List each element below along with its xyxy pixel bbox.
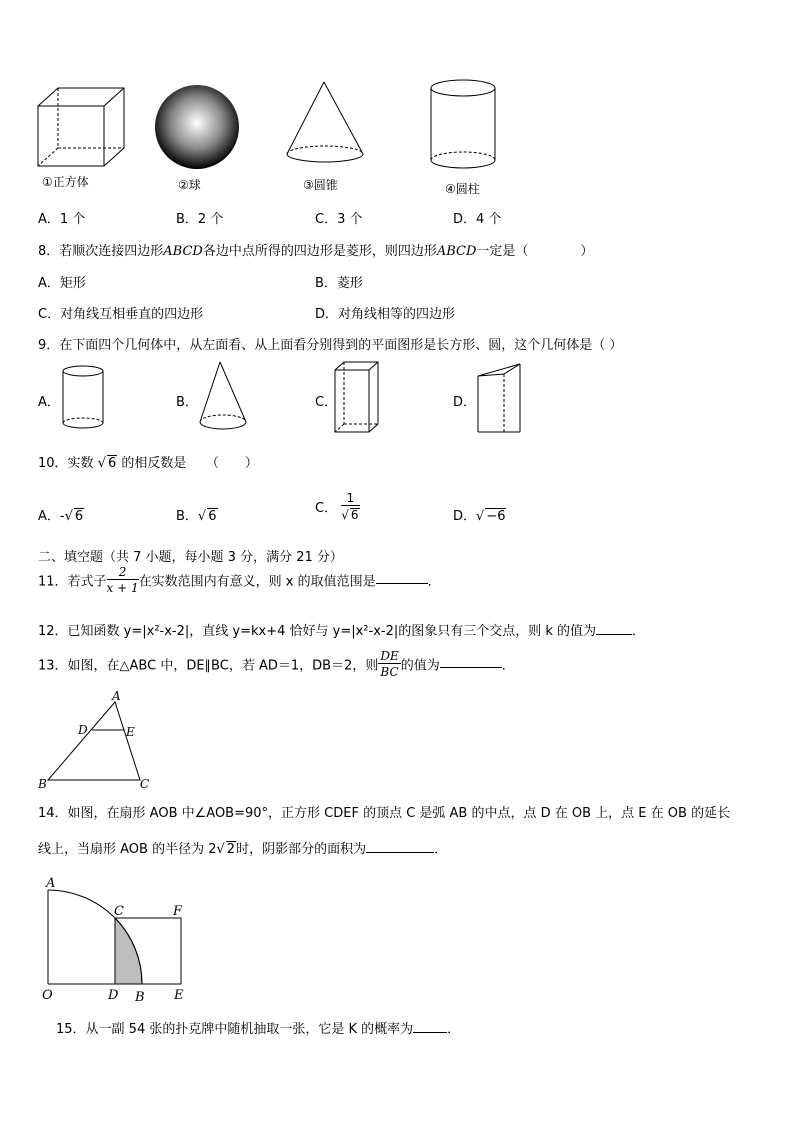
label-c: C bbox=[140, 777, 150, 791]
q10-option-d: D．√ −6 bbox=[453, 509, 506, 524]
q9-cuboid-figure bbox=[334, 360, 384, 440]
q9-option-c-label: C． bbox=[315, 395, 338, 410]
shape-label-cube: ①正方体 bbox=[42, 175, 89, 189]
shape-label-cylinder: ④圆柱 bbox=[445, 182, 480, 196]
label-e: E bbox=[174, 988, 184, 1003]
q8-stem: 8．若顺次连接四边形ABCD各边中点所得的四边形是菱形，则四边形ABCD一定是（ ） bbox=[38, 244, 594, 259]
q9-stem: 9．在下面四个几何体中，从左面看、从上面看分别得到的平面图形是长方形、圆，这个几何体是（ ） bbox=[38, 338, 623, 353]
q14-line1: 14．如图，在扇形 AOB 中∠AOB=90°，正方形 CDEF 的顶点 C 是弧 AB 的中点，点 D 在 OB 上，点 E 在 OB 的延长 bbox=[38, 806, 731, 821]
q9-option-d-label: D． bbox=[453, 395, 477, 410]
label-d: D bbox=[108, 988, 119, 1003]
q9-cylinder-figure bbox=[62, 364, 112, 434]
q12-stem: 12．已知函数 y=|x²-x-2|，直线 y=kx+4 恰好与 y=|x²-x-2|的图象只有三个交点，则 k 的值为 ． bbox=[38, 624, 646, 639]
q10-stem: 10．实数 √ 6 的相反数是 （ ） bbox=[38, 456, 258, 471]
label-f: F bbox=[173, 904, 183, 919]
label-d: D bbox=[78, 723, 88, 737]
q10-option-c: C． $\frac{1}{√ 6}$ bbox=[315, 491, 359, 522]
sphere-figure bbox=[154, 84, 244, 174]
q8-option-d: D．对角线相等的四边形 bbox=[315, 307, 456, 322]
q7-option-a: A．1 个 bbox=[38, 212, 86, 227]
cylinder-figure bbox=[430, 78, 510, 178]
q13-stem: 13．如图，在△ABC 中，DE∥BC，若 AD＝1，DB＝2，则 $\frac{DE}{BC}$ 的值为 ． bbox=[38, 649, 515, 679]
q10-option-a: A．-√ 6 bbox=[38, 509, 84, 524]
label-a: A bbox=[46, 876, 56, 891]
q7-option-c: C．3 个 bbox=[315, 212, 363, 227]
q9-prism-figure bbox=[474, 360, 530, 440]
sector-figure bbox=[38, 874, 198, 1004]
triangle-figure bbox=[36, 689, 156, 792]
q8-option-a: A．矩形 bbox=[38, 276, 86, 291]
label-e: E bbox=[126, 725, 135, 739]
shape-label-sphere: ②球 bbox=[178, 178, 201, 192]
q9-cone-figure bbox=[198, 360, 258, 440]
q8-option-b: B．菱形 bbox=[315, 276, 363, 291]
q10-option-b: B．√ 6 bbox=[176, 509, 217, 524]
q14-line2: 线上，当扇形 AOB 的半径为 2√ 2时，阴影部分的面积为 ． bbox=[38, 842, 448, 857]
label-b: B bbox=[135, 990, 145, 1005]
shape-label-cone: ③圆锥 bbox=[303, 178, 338, 192]
q9-option-a-label: A． bbox=[38, 395, 60, 410]
q7-option-b: B．2 个 bbox=[176, 212, 224, 227]
q8-option-c: C．对角线互相垂直的四边形 bbox=[38, 307, 204, 322]
label-b: B bbox=[38, 777, 47, 791]
section-heading: 二、填空题（共 7 小题，每小题 3 分，满分 21 分） bbox=[38, 550, 343, 565]
label-o: O bbox=[42, 988, 53, 1003]
q7-option-d: D．4 个 bbox=[453, 212, 502, 227]
q9-option-b-label: B． bbox=[176, 395, 198, 410]
label-c: C bbox=[114, 904, 124, 919]
q15-stem: 15．从一副 54 张的扑克牌中随机抽取一张，它是 K 的概率为 ． bbox=[56, 1022, 461, 1037]
label-a: A bbox=[112, 689, 121, 703]
cube-figure bbox=[36, 86, 136, 176]
cone-figure bbox=[284, 80, 374, 170]
q11-stem: 11．若式子 $\frac{2}{x + 1}$ 在实数范围内有意义，则 x 的取值范围是 ． bbox=[38, 565, 441, 595]
